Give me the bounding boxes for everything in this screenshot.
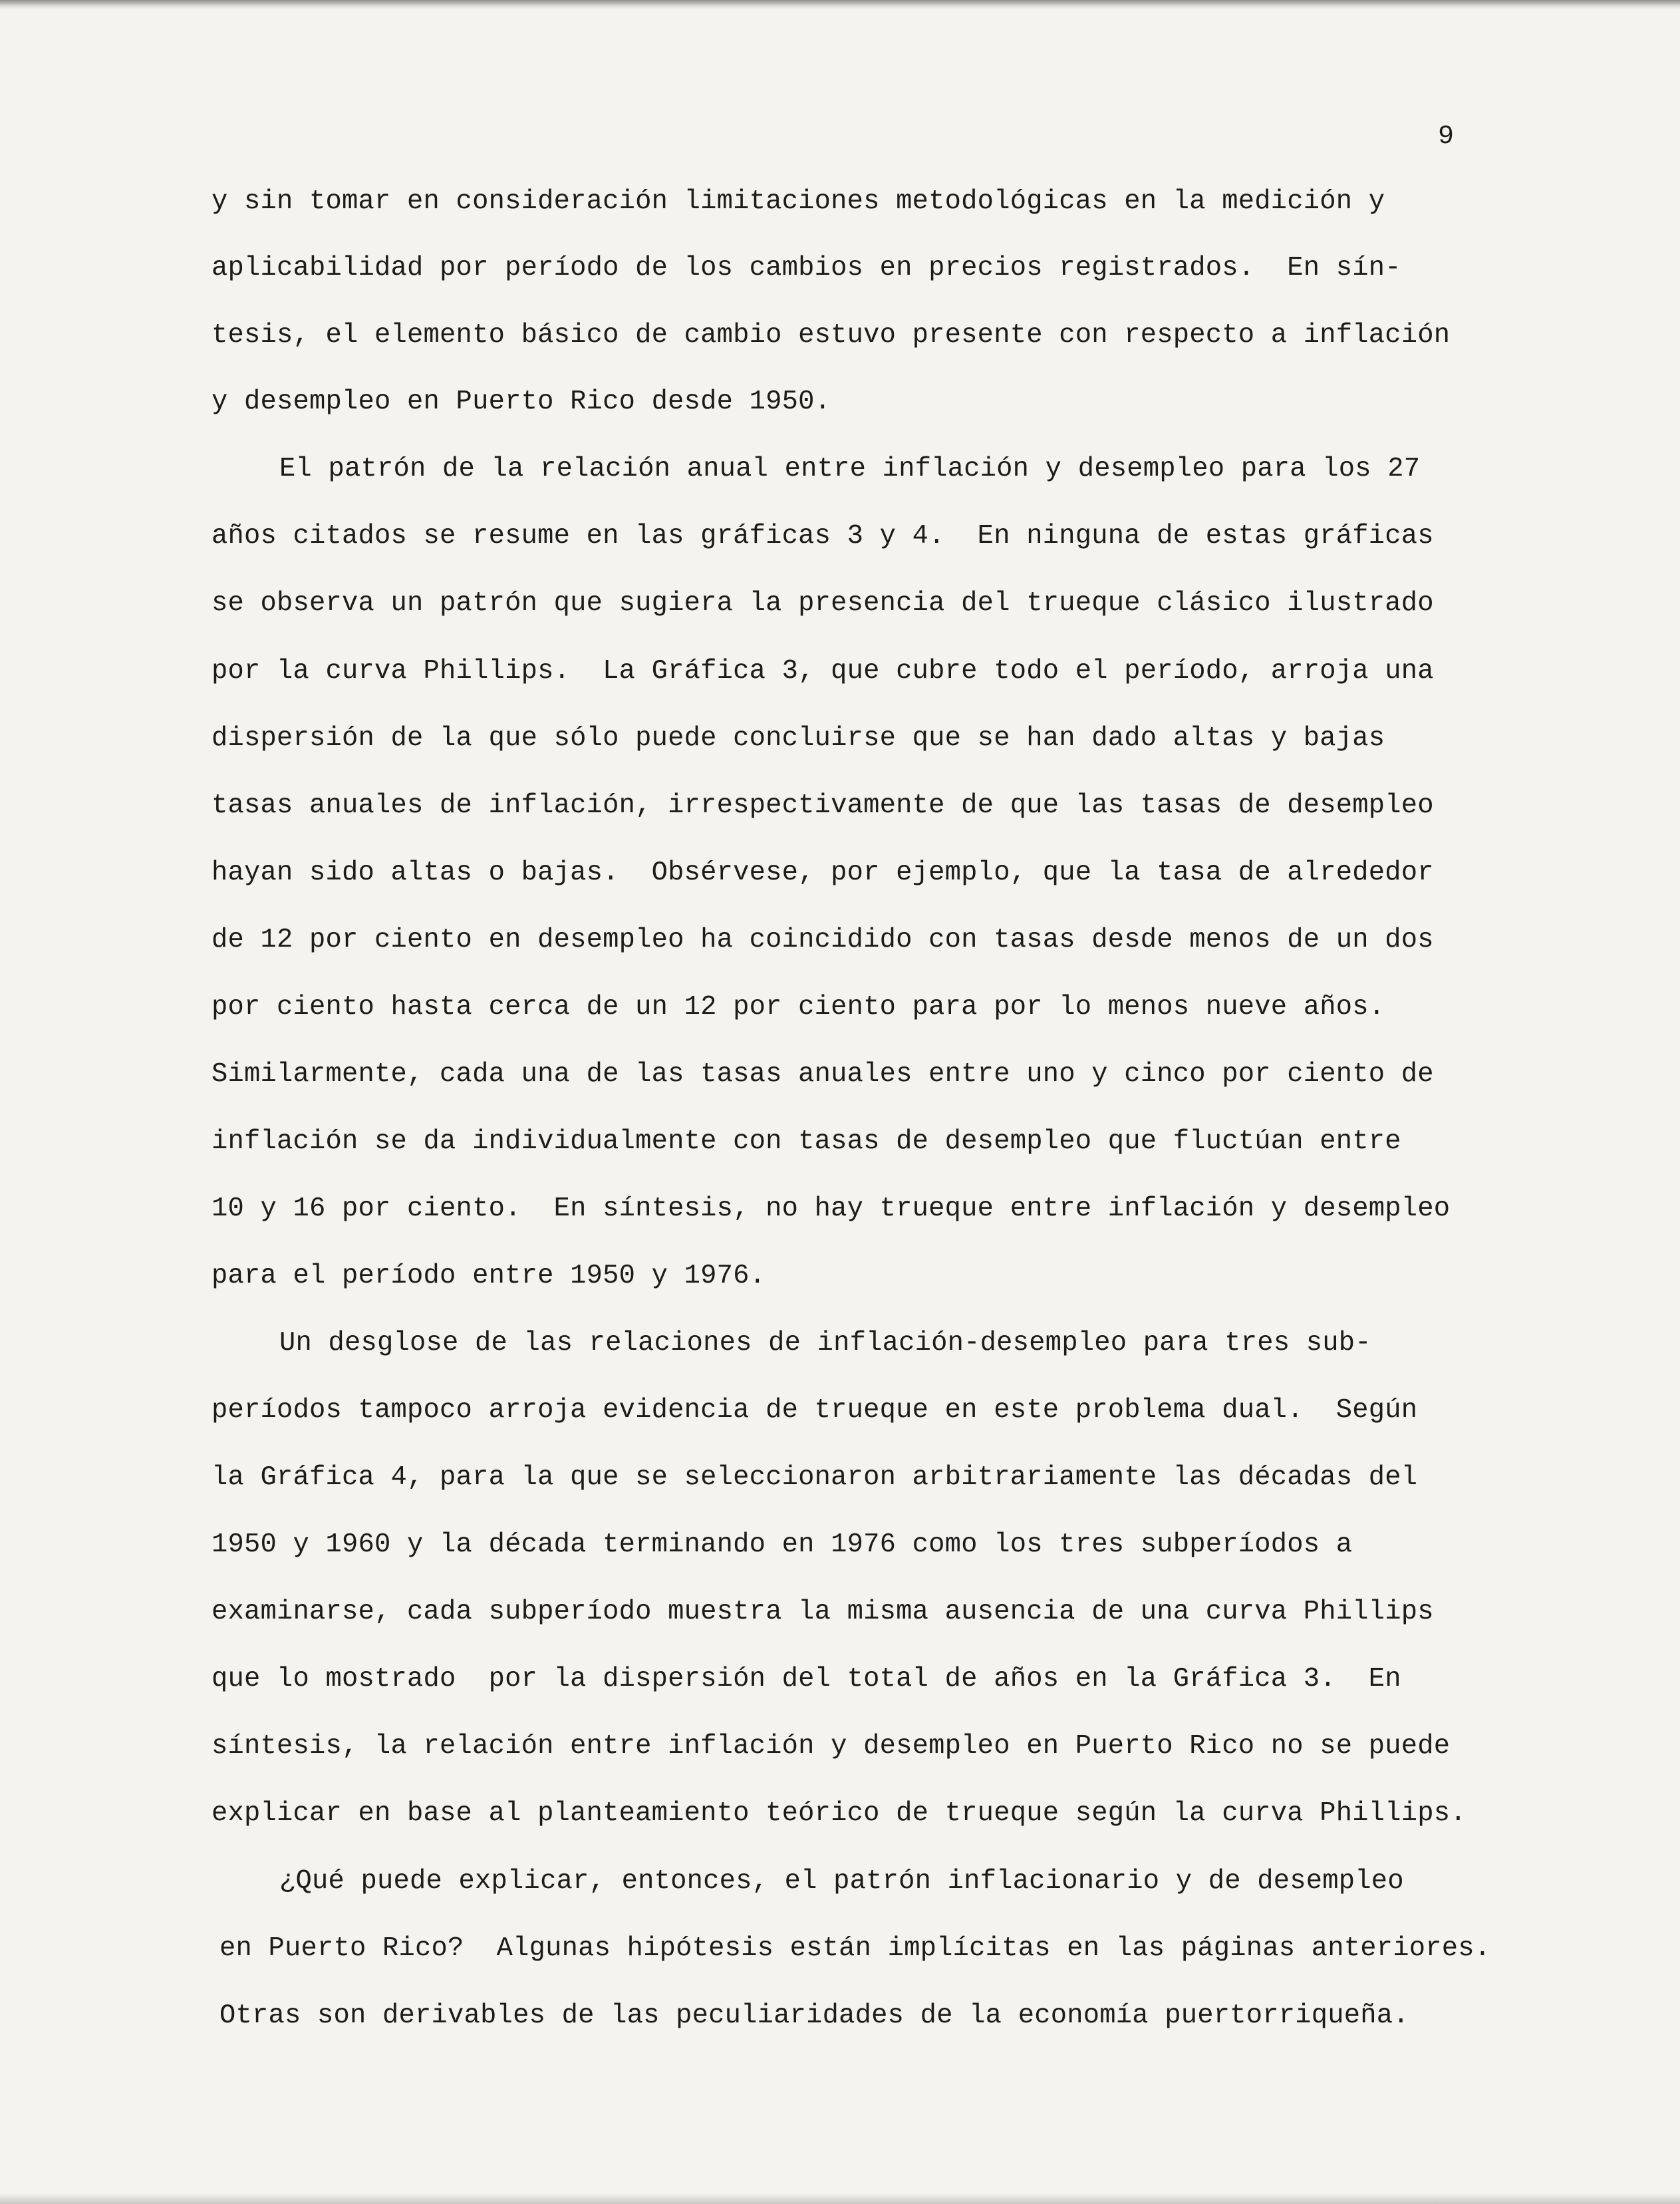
text-line: en Puerto Rico? Algunas hipótesis están implícitas en las páginas anteriores. (219, 1933, 1491, 1964)
text-line: examinarse, cada subperíodo muestra la misma ausencia de una curva Phillips (211, 1597, 1434, 1627)
text-line: 10 y 16 por ciento. En síntesis, no hay trueque entre inflación y desempleo (211, 1193, 1451, 1224)
text-line: explicar en base al planteamiento teórico de trueque según la curva Phillips. (211, 1798, 1467, 1829)
scan-bottom-edge (0, 2193, 1680, 2204)
text-line: períodos tampoco arroja evidencia de trueque en este problema dual. Según (211, 1395, 1418, 1426)
text-line: Otras son derivables de las peculiaridades de la economía puertorriqueña. (219, 2000, 1409, 2031)
text-line: y sin tomar en consideración limitaciones metodológicas en la medición y (211, 186, 1385, 217)
text-line: aplicabilidad por período de los cambios en precios registrados. En sín- (211, 253, 1401, 283)
text-line: dispersión de la que sólo puede concluirse que se han dado altas y bajas (211, 723, 1385, 754)
text-line: por la curva Phillips. La Gráfica 3, que cubre todo el período, arroja una (211, 656, 1434, 687)
page-number: 9 (1438, 122, 1455, 152)
paragraph-start-line: Un desglose de las relaciones de inflación-desempleo para tres sub- (279, 1328, 1371, 1358)
text-line: para el período entre 1950 y 1976. (211, 1261, 766, 1291)
text-line: inflación se da individualmente con tasas de desempleo que fluctúan entre (211, 1126, 1401, 1157)
text-line: y desempleo en Puerto Rico desde 1950. (211, 387, 831, 417)
text-line: de 12 por ciento en desempleo ha coincidido con tasas desde menos de un dos (211, 925, 1434, 955)
text-line: tasas anuales de inflación, irrespectivamente de que las tasas de desempleo (211, 790, 1434, 821)
text-line: se observa un patrón que sugiera la presencia del trueque clásico ilustrado (211, 588, 1434, 619)
paragraph-start-line: El patrón de la relación anual entre inflación y desempleo para los 27 (279, 454, 1421, 484)
text-line: hayan sido altas o bajas. Obsérvese, por ejemplo, que la tasa de alrededor (211, 858, 1434, 888)
text-line: 1950 y 1960 y la década terminando en 1976 como los tres subperíodos a (211, 1529, 1353, 1560)
text-line: Similarmente, cada una de las tasas anuales entre uno y cinco por ciento de (211, 1059, 1434, 1090)
scan-top-edge (0, 0, 1680, 9)
text-line: que lo mostrado por la dispersión del total de años en la Gráfica 3. En (211, 1664, 1401, 1694)
text-line: síntesis, la relación entre inflación y desempleo en Puerto Rico no se puede (211, 1731, 1451, 1762)
paragraph-start-line: ¿Qué puede explicar, entonces, el patrón inflacionario y de desempleo (279, 1866, 1404, 1897)
text-line: años citados se resume en las gráficas 3 y 4. En ninguna de estas gráficas (211, 521, 1434, 551)
text-line: tesis, el elemento básico de cambio estuvo presente con respecto a inflación (211, 320, 1451, 351)
text-line: la Gráfica 4, para la que se seleccionaron arbitrariamente las décadas del (211, 1462, 1418, 1493)
text-line: por ciento hasta cerca de un 12 por ciento para por lo menos nueve años. (211, 992, 1385, 1023)
